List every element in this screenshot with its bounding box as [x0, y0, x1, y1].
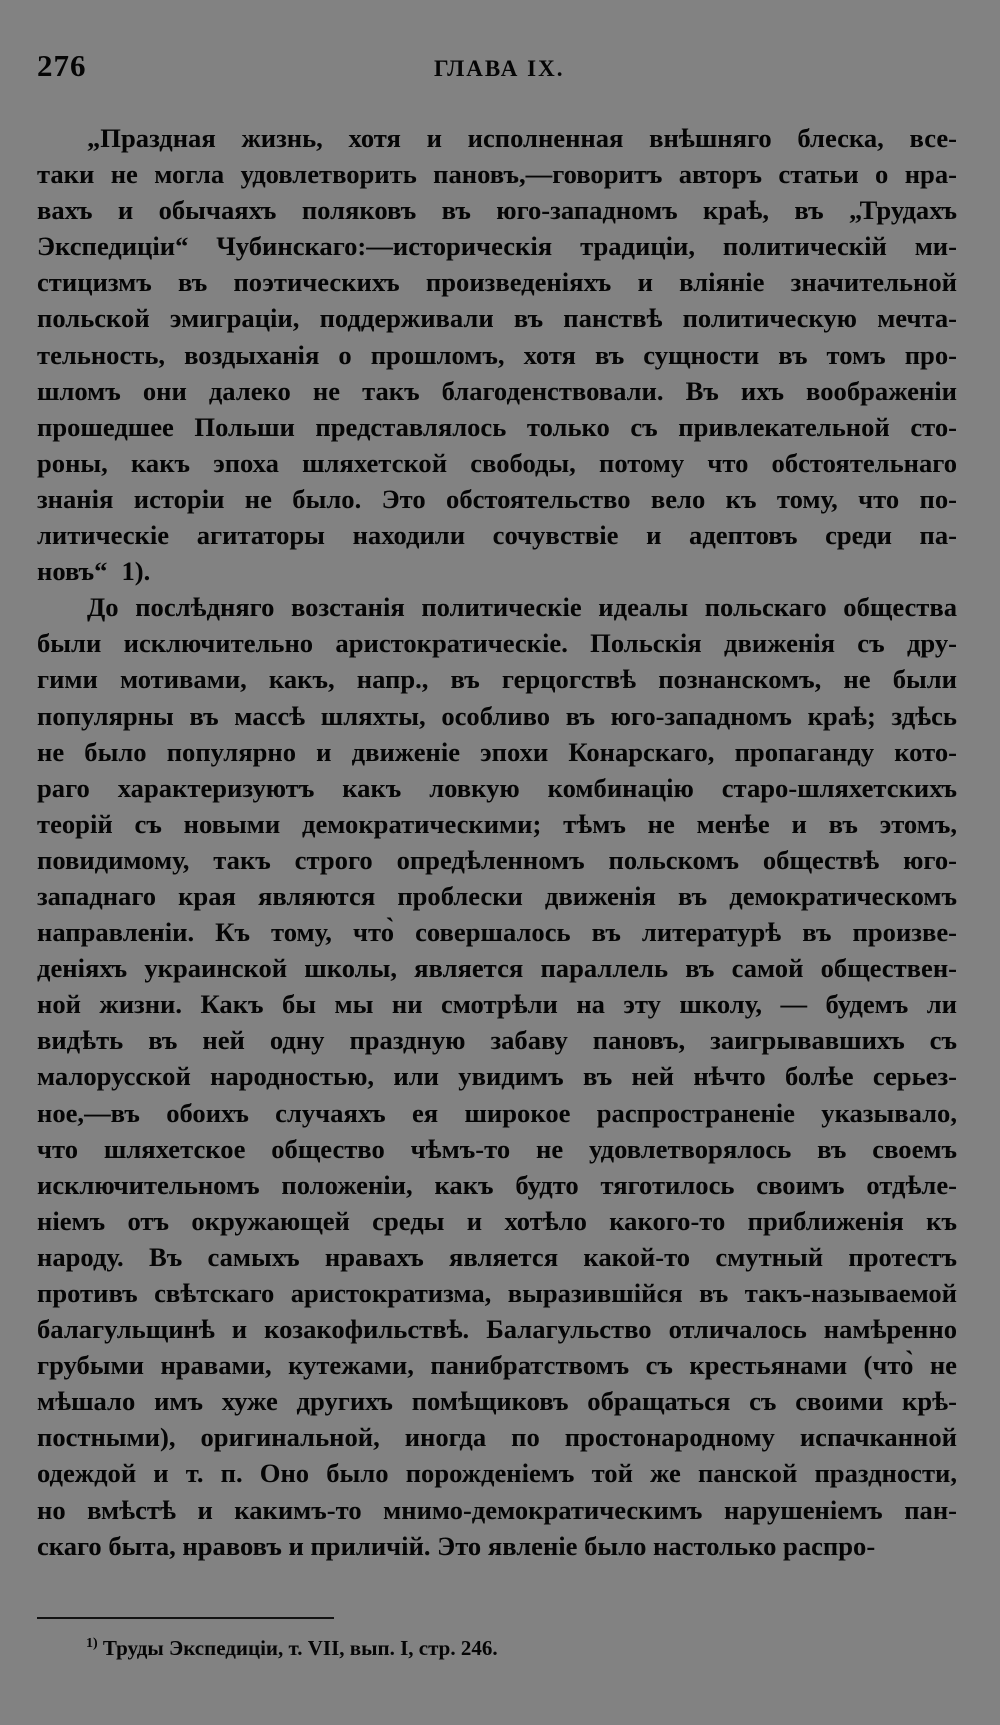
line-text: ное,—въ обоихъ случаяхъ ея широкое распространеніе указывало,: [37, 1097, 957, 1128]
line-text: исключительномъ положеніи, какъ будто тяготилось своимъ отдѣле-: [37, 1169, 957, 1200]
line-text: противъ свѣтскаго аристократизма, выразившійся въ такъ-называемой: [37, 1278, 957, 1308]
line-text: роны, какъ эпоха шляхетской свободы, потому что обстоятельнаго: [37, 447, 957, 478]
text-line: [37, 120, 957, 156]
line-text: не было популярно и движеніе эпохи Конарскаго, пропаганду кото-: [37, 736, 957, 767]
page-number: 276: [37, 48, 87, 83]
paragraph: [37, 589, 957, 1564]
text-line: [37, 192, 957, 228]
text-line: [37, 337, 957, 373]
text-line: [37, 950, 957, 986]
page-header: [37, 48, 957, 88]
line-text: вахъ и обычаяхъ поляковъ въ юго-западномъ краѣ, въ „Трудахъ: [37, 195, 957, 226]
line-text: теорій съ новыми демократическими; тѣмъ не менѣе и въ этомъ,: [37, 808, 957, 839]
line-text: грубыми нравами, кутежами, панибратствомъ съ крестьянами (что̀ не: [37, 1350, 957, 1381]
line-text: видѣть въ ней одну праздную забаву пановъ, заигрывавшихъ съ: [37, 1025, 957, 1056]
text-line: [37, 228, 957, 264]
line-text: тельность, воздыханія о прошломъ, хотя въ сущности въ томъ про-: [37, 339, 957, 370]
line-text: мѣшало имъ хуже другихъ помѣщиковъ обращаться съ своими крѣ-: [37, 1386, 957, 1417]
line-text: западнаго края являются проблески движенія въ демократическомъ: [37, 880, 957, 911]
paragraph: [37, 120, 957, 589]
text-line: [37, 1311, 957, 1347]
text-line: [37, 698, 957, 734]
chapter-heading: ГЛАВА IX.: [434, 56, 565, 81]
line-text: народу. Въ самыхъ нравахъ является какой-то смутный протестъ: [37, 1241, 957, 1272]
text-line: [37, 625, 957, 661]
text-line: [37, 1275, 957, 1311]
text-line: [37, 1347, 957, 1383]
line-text: постными), оригинальной, иногда по простонародному испачканной: [37, 1422, 957, 1453]
line-text: знанія исторіи не было. Это обстоятельство вело къ тому, что по-: [37, 483, 957, 514]
line-text: гими мотивами, какъ, напр., въ герцогствѣ познанскомъ, не были: [37, 664, 957, 695]
footnote-mark: 1): [86, 1636, 98, 1651]
text-line: [37, 553, 957, 589]
text-line: [37, 1239, 957, 1275]
text-line: [37, 1131, 957, 1167]
text-line: [37, 1492, 957, 1528]
text-line: [37, 373, 957, 409]
line-text: раго характеризуютъ какъ ловкую комбинацію старо-шляхетскихъ: [37, 772, 957, 803]
text-line: [37, 409, 957, 445]
text-line: [37, 589, 957, 625]
text-line: [37, 806, 957, 842]
line-text: повидимому, такъ строго опредѣленномъ польскомъ обществѣ юго-: [37, 844, 957, 875]
line-text: „Праздная жизнь, хотя и исполненная внѣшняго блеска, все-: [87, 123, 957, 153]
text-line: [37, 878, 957, 914]
text-line: [37, 1167, 957, 1203]
text-line: [37, 1455, 957, 1491]
text-line: [37, 770, 957, 806]
line-text: До послѣдняго возстанія политическіе идеалы польскаго общества: [87, 592, 957, 623]
line-text: но вмѣстѣ и какимъ-то мнимо-демократическимъ нарушеніемъ пан-: [37, 1494, 957, 1525]
line-text: новъ“: [37, 556, 108, 587]
line-text: популярны въ массѣ шляхты, особливо въ юго-западномъ краѣ; здѣсь: [37, 700, 957, 731]
text-line: [37, 1095, 957, 1131]
line-text: малорусской народностью, или увидимъ въ ней нѣчто болѣе серьез-: [37, 1061, 957, 1092]
line-text: балагульщинѣ и козакофильствѣ. Балагульство отличалось намѣренно: [37, 1314, 957, 1345]
line-text: польской эмиграціи, поддерживали въ панствѣ политическую мечта-: [37, 303, 957, 334]
footnote-divider: [37, 1617, 334, 1619]
footnote-text: Труды Экспедиціи, т. VII, вып. I, стр. 246.: [97, 1636, 498, 1660]
text-line: [37, 734, 957, 770]
text-line: [37, 914, 957, 950]
line-text: Экспедиціи“ Чубинскаго:—историческія традиціи, политическій ми-: [37, 231, 957, 262]
line-text: ной жизни. Какъ бы мы ни смотрѣли на эту школу, — будемъ ли: [37, 989, 957, 1020]
text-line: [37, 1203, 957, 1239]
text-line: [37, 156, 957, 192]
text-line: [37, 1058, 957, 1094]
line-text: литическіе агитаторы находили сочувствіе и адептовъ среди па-: [37, 520, 957, 551]
text-line: [37, 517, 957, 553]
line-text: скаго быта, нравовъ и приличій. Это явленіе было настолько распро-: [37, 1530, 876, 1561]
text-line: [37, 1419, 957, 1455]
line-text: шломъ они далеко не такъ благоденствовали. Въ ихъ воображеніи: [37, 375, 957, 406]
text-line: [37, 445, 957, 481]
text-line: [37, 1383, 957, 1419]
text-line: [37, 1022, 957, 1058]
text-line: [37, 300, 957, 336]
footnote: [86, 1636, 498, 1661]
text-line: [37, 481, 957, 517]
text-line: [37, 661, 957, 697]
text-line: [37, 264, 957, 300]
line-text: что шляхетское общество чѣмъ-то не удовлетворялось въ своемъ: [37, 1133, 957, 1164]
line-text: деніяхъ украинской школы, является параллель въ самой обществен-: [37, 953, 957, 984]
line-text: ніемъ отъ окружающей среды и хотѣло какого-то приближенія къ: [37, 1205, 957, 1236]
line-text: прошедшее Польши представлялось только съ привлекательной сто-: [37, 411, 957, 442]
text-line: [37, 986, 957, 1022]
body-text: [37, 120, 957, 1564]
line-text: стицизмъ въ поэтическихъ произведеніяхъ и вліяніе значительной: [37, 267, 957, 298]
line-text: одеждой и т. п. Оно было порожденіемъ той же панской праздности,: [37, 1458, 957, 1489]
text-line: [37, 1528, 957, 1564]
line-text: были исключительно аристократическіе. Польскія движенія съ дру-: [37, 628, 957, 659]
footnote-reference: 1).: [121, 556, 151, 587]
line-text: таки не могла удовлетворить пановъ,—говоритъ авторъ статьи о нра-: [37, 159, 957, 190]
line-text: направленіи. Къ тому, что̀ совершалось въ литературѣ въ произве-: [37, 917, 957, 948]
text-line: [37, 842, 957, 878]
